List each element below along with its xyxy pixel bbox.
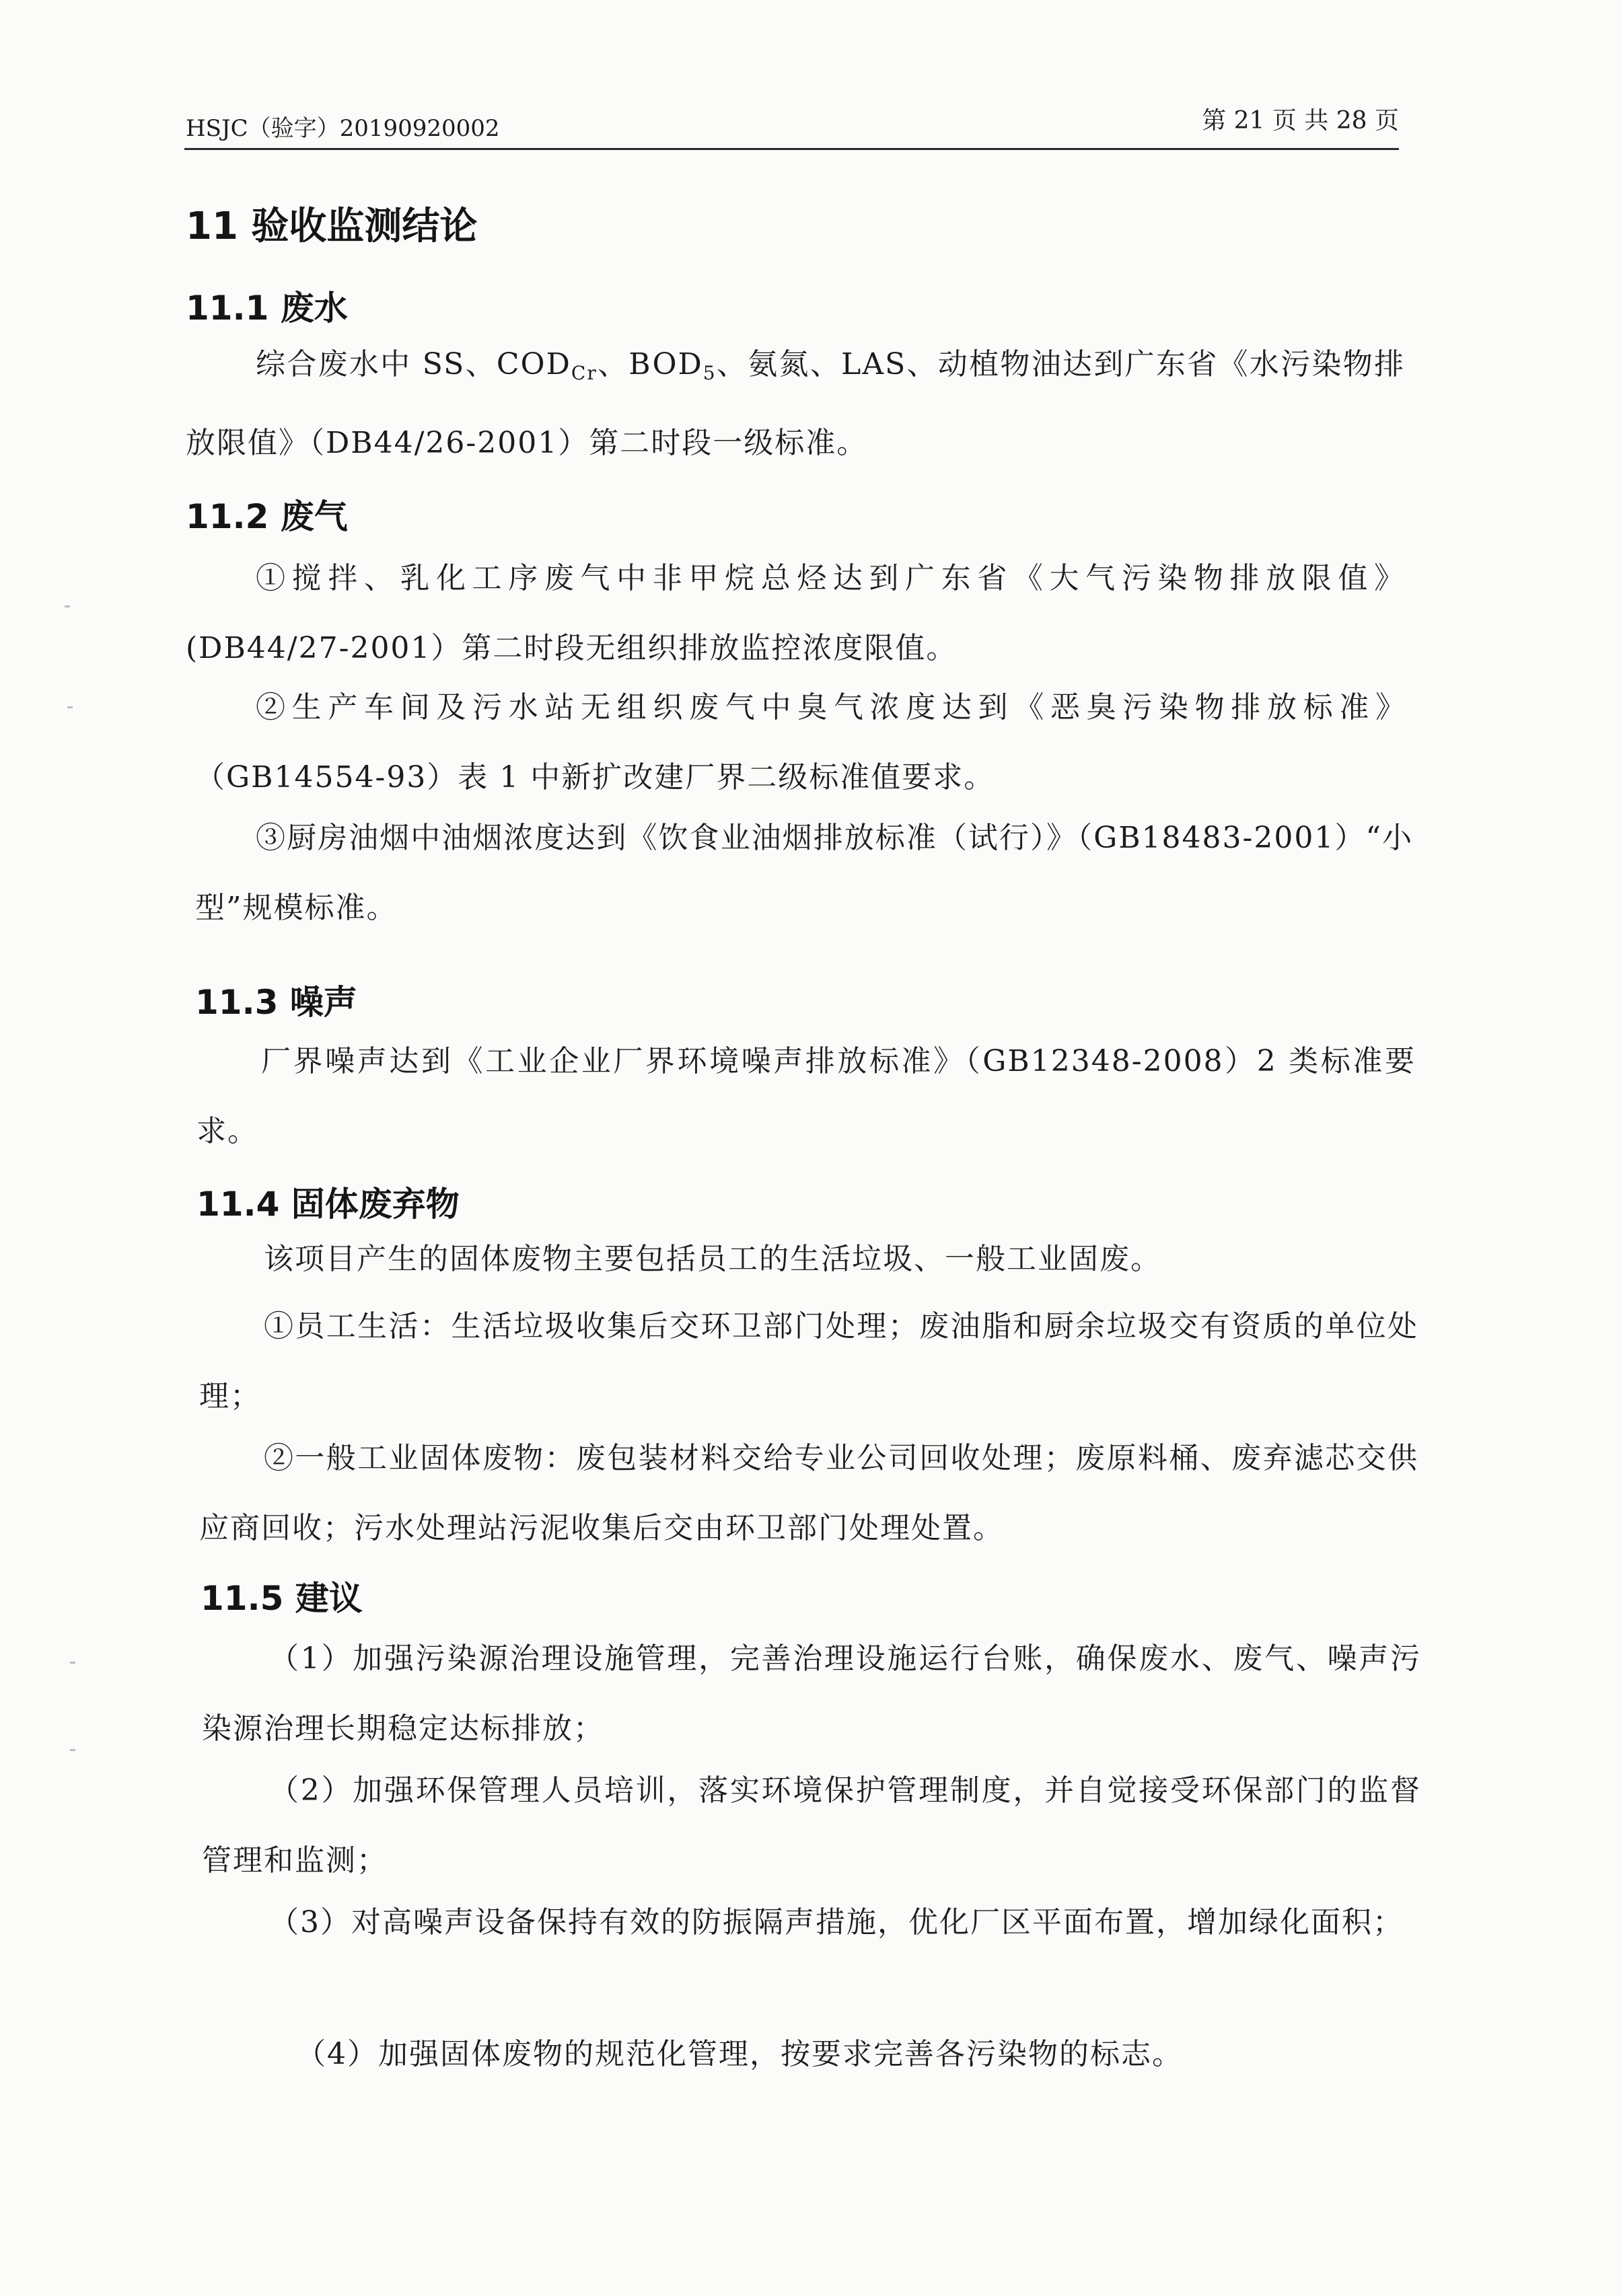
waste-gas-paragraph-2: ②生产车间及污水站无组织废气中臭气浓度达到《恶臭污染物排放标准》（GB14554-93）表 1 中新扩改建厂界二级标准值要求。 bbox=[195, 690, 1406, 794]
waste-gas-paragraph-1: ①搅拌、乳化工序废气中非甲烷总烃达到广东省《大气污染物排放限值》(DB44/27-2001）第二时段无组织排放监控浓度限值。 bbox=[186, 561, 1405, 665]
section-solid-waste-title: 11.4 固体废弃物 bbox=[196, 1185, 460, 1224]
section-waste-gas-title: 11.2 废气 bbox=[186, 497, 348, 536]
noise-paragraph: 厂界噪声达到《工业企业厂界环境噪声排放标准》（GB12348-2008）2 类标准要求。 bbox=[196, 1044, 1416, 1148]
solid-waste-paragraph-2: ①员工生活：生活垃圾收集后交环卫部门处理；废油脂和厨余垃圾交有资质的单位处理； bbox=[199, 1309, 1418, 1413]
scan-speck bbox=[70, 1662, 75, 1664]
waste-gas-paragraph-3: ③厨房油烟中油烟浓度达到《饮食业油烟排放标准（试行）》（GB18483-2001）“小型”规模标准。 bbox=[195, 821, 1413, 925]
scan-speck bbox=[65, 605, 70, 607]
page-header bbox=[184, 101, 1399, 150]
solid-waste-paragraph-3: ②一般工业固体废物：废包装材料交给专业公司回收处理；废原料桶、废弃滤芯交供应商回收；污水处理站污泥收集后交由环卫部门处理处置。 bbox=[199, 1441, 1418, 1545]
scan-speck bbox=[70, 1749, 75, 1751]
document-code: HSJC（验字）20190920002 bbox=[186, 115, 500, 142]
scan-speck bbox=[67, 706, 73, 708]
wastewater-paragraph: 综合废水中 SS、$COD_{Cr}$、$BOD_5$、氨氮、LAS、动植物油达到广东省《水污染物排放限值》（DB44/26-2001）第二时段一级标准。 bbox=[186, 347, 1405, 460]
page-number: 第 21 页 共 28 页 bbox=[1202, 107, 1399, 135]
suggestion-4: （4）加强固体废物的规范化管理，按要求完善各污染物的标志。 bbox=[296, 2037, 1183, 2071]
suggestion-1: （1）加强污染源治理设施管理，完善治理设施运行台账，确保废水、废气、噪声污染源治理长期稳定达标排放； bbox=[202, 1641, 1421, 1746]
solid-waste-paragraph-1: 该项目产生的固体废物主要包括员工的生活垃圾、一般工业固废。 bbox=[264, 1242, 1161, 1276]
section-wastewater-title: 11.1 废水 bbox=[186, 289, 348, 328]
chapter-title: 11 验收监测结论 bbox=[186, 205, 478, 248]
suggestion-2: （2）加强环保管理人员培训，落实环境保护管理制度，并自觉接受环保部门的监督管理和监测； bbox=[202, 1773, 1421, 1878]
section-noise-title: 11.3 噪声 bbox=[195, 983, 357, 1022]
section-suggestions-title: 11.5 建议 bbox=[201, 1579, 363, 1618]
suggestion-3: （3）对高噪声设备保持有效的防振隔声措施，优化厂区平面布置，增加绿化面积； bbox=[269, 1905, 1404, 1939]
